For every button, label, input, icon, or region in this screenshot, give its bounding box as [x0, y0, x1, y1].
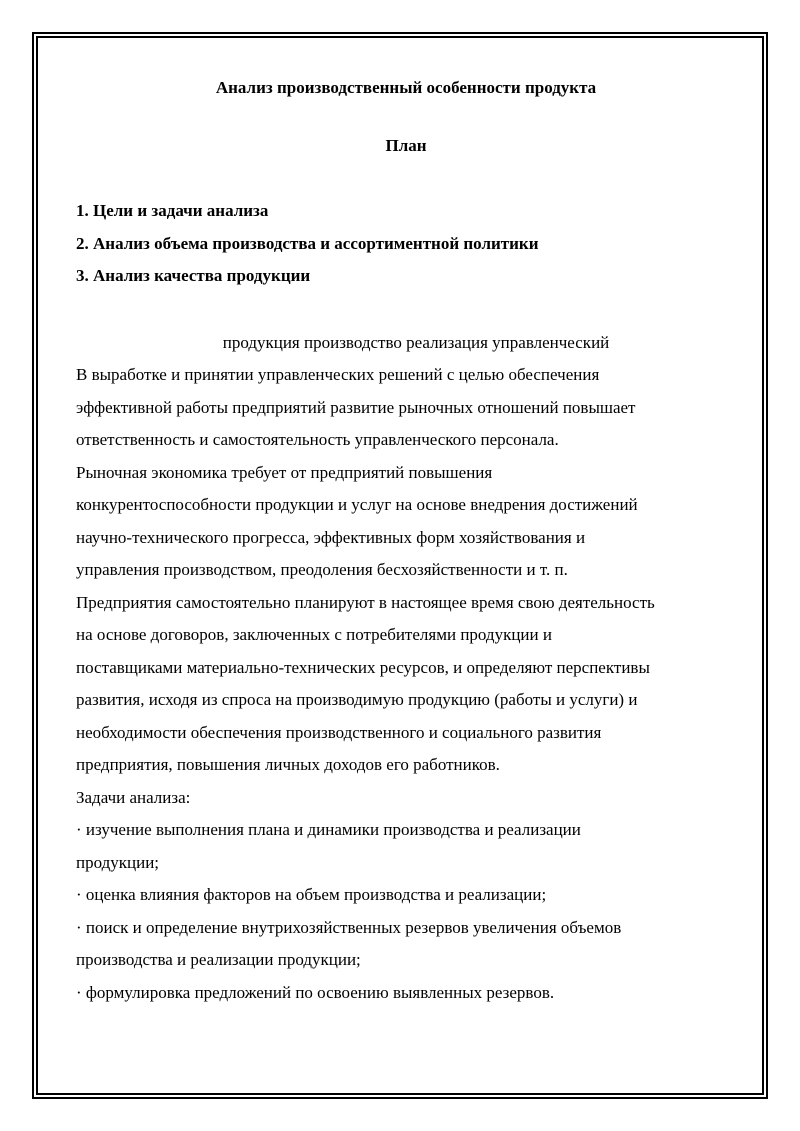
- text-line: · изучение выполнения плана и динамики производства и реализации: [76, 820, 581, 839]
- text-line: научно-технического прогресса, эффективных форм хозяйствования и: [76, 527, 586, 547]
- text-line: предприятия, повышения личных доходов его работников.: [76, 755, 500, 774]
- plan-item: 2. Анализ объема производства и ассортиментной политики: [76, 233, 539, 253]
- text-line: Рыночная экономика требует от предприятий повышения: [76, 462, 493, 482]
- text-line: · поиск и определение внутрихозяйственных резервов увеличения объемов: [76, 917, 622, 937]
- text-line: поставщиками материально-технических ресурсов, и определяют перспективы: [76, 657, 650, 677]
- text-line: необходимости обеспечения производственного и социального развития: [76, 722, 602, 742]
- text-line: Предприятия самостоятельно планируют в настоящее время свою деятельность: [76, 592, 655, 612]
- plan-heading: План: [385, 136, 427, 155]
- document-body: [76, 74, 736, 1009]
- text-line: развития, исходя из спроса на производимую продукцию (работы и услуги) и: [76, 690, 638, 709]
- keywords-line: продукция производство реализация управленческий: [222, 332, 610, 352]
- text-line: ответственность и самостоятельность управленческого персонала.: [76, 430, 559, 449]
- text-line: управления производством, преодоления бесхозяйственности и т. п.: [76, 560, 568, 579]
- text-line: Задачи анализа:: [76, 787, 191, 807]
- plan-list: [76, 195, 736, 293]
- text-line: В выработке и принятии управленческих решений с целью обеспечения: [76, 365, 600, 384]
- text-line: эффективной работы предприятий развитие рыночных отношений повышает: [76, 397, 636, 417]
- document-title: Анализ производственный особенности продукта: [215, 78, 597, 97]
- text-line: производства и реализации продукции;: [76, 950, 361, 969]
- text-line: · формулировка предложений по освоению выявленных резервов.: [76, 982, 555, 1002]
- plan-item: 3. Анализ качества продукции: [76, 266, 311, 285]
- body-text: [76, 359, 736, 1009]
- text-line: продукции;: [76, 852, 160, 872]
- text-line: конкурентоспособности продукции и услуг на основе внедрения достижений: [76, 495, 638, 514]
- text-line: на основе договоров, заключенных с потребителями продукции и: [76, 625, 552, 644]
- plan-item: 1. Цели и задачи анализа: [76, 201, 269, 220]
- text-line: · оценка влияния факторов на объем производства и реализации;: [76, 885, 547, 904]
